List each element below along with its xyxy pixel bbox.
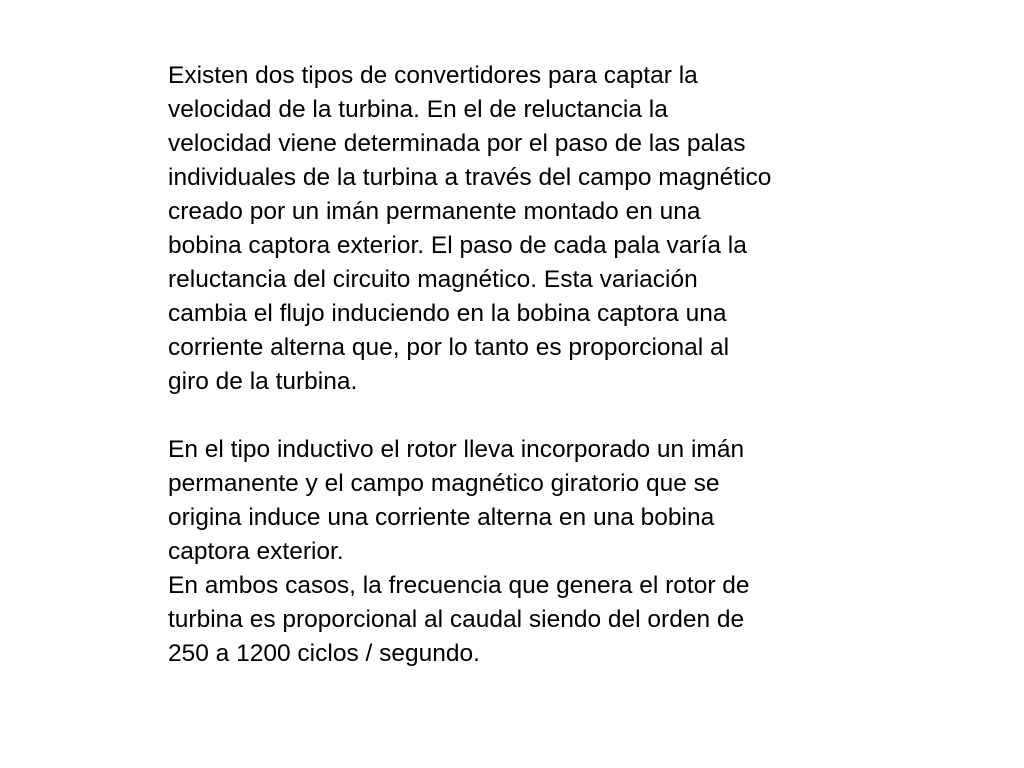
text-line: 250 a 1200 ciclos / segundo. xyxy=(168,640,480,667)
text-line: velocidad de la turbina. En el de reluctancia la xyxy=(168,96,668,123)
text-line: turbina es proporcional al caudal siendo del orden de xyxy=(168,606,745,633)
text-line: En el tipo inductivo el rotor lleva incorporado un imán xyxy=(168,436,745,463)
text-line: reluctancia del circuito magnético. Esta variación xyxy=(168,266,698,293)
text-line: En ambos casos, la frecuencia que genera el rotor de xyxy=(168,572,750,599)
text-body xyxy=(168,59,888,671)
paragraph-gap xyxy=(168,399,888,433)
text-line: captora exterior. xyxy=(168,538,344,565)
text-line: individuales de la turbina a través del campo magnético xyxy=(168,164,772,191)
text-line: origina induce una corriente alterna en una bobina xyxy=(168,504,715,531)
text-line: bobina captora exterior. El paso de cada pala varía la xyxy=(168,232,747,259)
paragraph-inductive xyxy=(168,433,888,569)
text-line: velocidad viene determinada por el paso de las palas xyxy=(168,130,746,157)
text-line: creado por un imán permanente montado en una xyxy=(168,198,701,225)
paragraph-reluctance xyxy=(168,59,888,399)
paragraph-frequency xyxy=(168,569,888,671)
text-line: giro de la turbina. xyxy=(168,368,358,395)
text-line: cambia el flujo induciendo en la bobina captora una xyxy=(168,300,727,327)
text-line: Existen dos tipos de convertidores para captar la xyxy=(168,62,698,89)
text-line: corriente alterna que, por lo tanto es proporcional al xyxy=(168,334,730,361)
text-line: permanente y el campo magnético giratorio que se xyxy=(168,470,720,497)
